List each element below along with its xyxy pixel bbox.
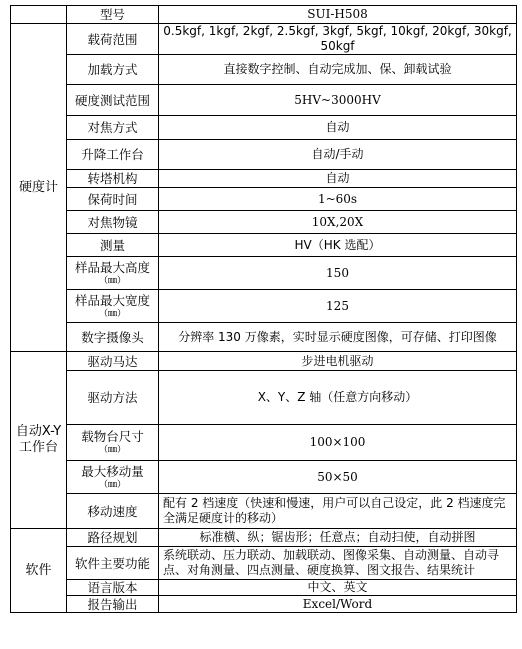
table-row xyxy=(11,290,517,323)
row-value: 0.5kgf, 1kgf, 2kgf, 2.5kgf, 3kgf, 5kgf, 10kgf, 20kgf, 30kgf, 50kgf xyxy=(159,24,517,55)
row-label: 硬度测试范围 xyxy=(67,85,159,116)
row-value: 自动 xyxy=(159,170,517,188)
row-label-unit: （㎜） xyxy=(98,308,126,319)
row-label: 路径规划 xyxy=(67,529,159,547)
table-row xyxy=(11,352,517,371)
row-label: 保荷时间 xyxy=(67,188,159,211)
row-label-text: 最大移动量 xyxy=(81,463,144,479)
row-label: 转塔机构 xyxy=(67,170,159,188)
table-row xyxy=(11,234,517,257)
row-label-text: 样品最大高度 xyxy=(74,259,150,275)
row-label xyxy=(67,290,159,323)
row-value: 配有 2 档速度（快速和慢速，用户可以自己设定，此 2 档速度完全满足硬度计的移动） xyxy=(159,494,517,529)
row-value: 标准横、纵；锯齿形；任意点；自动扫使，自动拼图 xyxy=(159,529,517,547)
table-row xyxy=(11,596,517,613)
corner-cell xyxy=(11,6,67,24)
table-row xyxy=(11,188,517,211)
row-label: 升降工作台 xyxy=(67,140,159,170)
table-row xyxy=(11,580,517,596)
table-row xyxy=(11,24,517,55)
row-label xyxy=(67,461,159,494)
row-value: 50×50 xyxy=(159,461,517,494)
table-row xyxy=(11,116,517,140)
table-row xyxy=(11,211,517,234)
category-software: 软件 xyxy=(11,529,67,613)
table-row xyxy=(11,257,517,290)
table-row xyxy=(11,547,517,580)
row-label-unit: （㎜） xyxy=(98,479,126,490)
row-value: 自动 xyxy=(159,116,517,140)
row-value: 150 xyxy=(159,257,517,290)
row-value: 步进电机驱动 xyxy=(159,352,517,371)
row-label: 移动速度 xyxy=(67,494,159,529)
row-label-text: 载物台尺寸 xyxy=(81,429,144,444)
category-hardness: 硬度计 xyxy=(11,24,67,352)
table-row xyxy=(11,85,517,116)
row-value: 直接数字控制、自动完成加、保、卸载试验 xyxy=(159,55,517,85)
table-row xyxy=(11,140,517,170)
row-label: 软件主要功能 xyxy=(67,547,159,580)
table-row xyxy=(11,529,517,547)
spec-table xyxy=(10,5,517,613)
row-label: 型号 xyxy=(67,6,159,24)
row-value: 系统联动、压力联动、加载联动、图像采集、自动测量、自动寻点、对角测量、四点测量、硬度换算、图文报告、结果统计 xyxy=(159,547,517,580)
row-label: 对焦方式 xyxy=(67,116,159,140)
row-label: 驱动马达 xyxy=(67,352,159,371)
row-label: 载荷范围 xyxy=(67,24,159,55)
row-value: 5HV~3000HV xyxy=(159,85,517,116)
table-row xyxy=(11,425,517,461)
row-label: 数字摄像头 xyxy=(67,323,159,352)
row-label: 驱动方法 xyxy=(67,371,159,425)
row-value: SUI-H508 xyxy=(159,6,517,24)
row-value: X、Y、Z 轴（任意方向移动） xyxy=(159,371,517,425)
row-label xyxy=(67,425,159,461)
row-value: 10X,20X xyxy=(159,211,517,234)
row-value: HV（HK 选配） xyxy=(159,234,517,257)
table-row xyxy=(11,170,517,188)
table-row xyxy=(11,494,517,529)
row-value: 分辨率 130 万像素，实时显示硬度图像，可存储、打印图像 xyxy=(159,323,517,352)
row-label: 加载方式 xyxy=(67,55,159,85)
row-value: Excel/Word xyxy=(159,596,517,613)
row-value: 自动/手动 xyxy=(159,140,517,170)
row-label: 报告输出 xyxy=(67,596,159,613)
row-label-unit: （㎜） xyxy=(98,445,126,455)
table-row xyxy=(11,461,517,494)
row-value: 125 xyxy=(159,290,517,323)
row-label: 测量 xyxy=(67,234,159,257)
row-label-text: 样品最大宽度 xyxy=(74,292,150,308)
table-row xyxy=(11,55,517,85)
row-value: 1~60s xyxy=(159,188,517,211)
row-value: 100×100 xyxy=(159,425,517,461)
row-label: 对焦物镜 xyxy=(67,211,159,234)
table-row xyxy=(11,371,517,425)
row-label-unit: （㎜） xyxy=(98,275,126,286)
row-label: 语言版本 xyxy=(67,580,159,596)
row-value: 中文、英文 xyxy=(159,580,517,596)
table-row xyxy=(11,6,517,24)
table-row xyxy=(11,323,517,352)
category-xy-stage: 自动X-Y 工作台 xyxy=(11,352,67,529)
row-label xyxy=(67,257,159,290)
